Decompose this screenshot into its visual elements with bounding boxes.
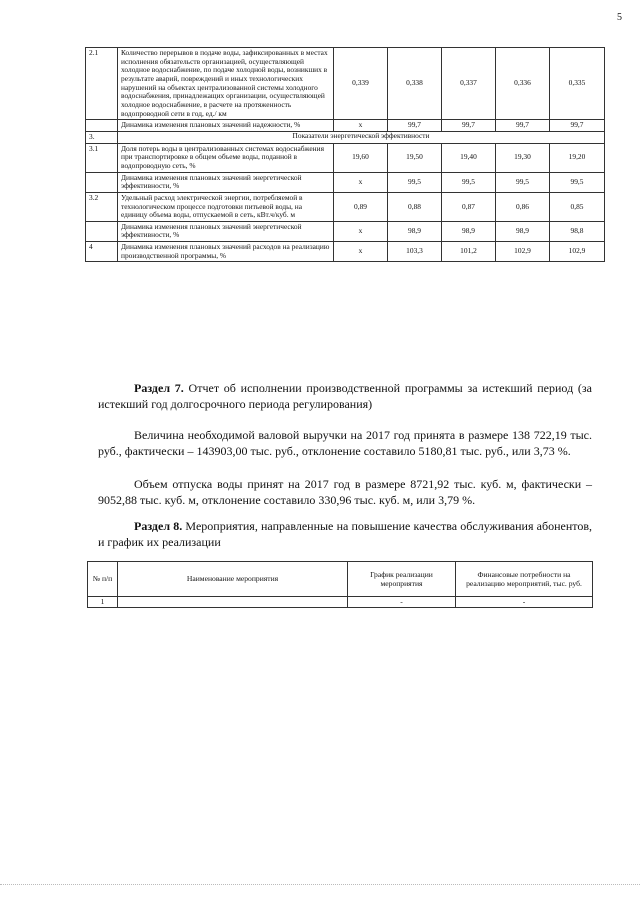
indicator-label: Динамика изменения плановых значений расходов на реализацию производственной программы, % [118,242,334,262]
indicator-value: 0,335 [550,48,605,120]
row-number: 3.1 [86,143,118,172]
table-row [86,120,605,132]
events-cell-num: 1 [88,597,118,608]
row-number: 3.2 [86,192,118,221]
indicator-value: 19,20 [550,143,605,172]
indicator-value: 98,8 [550,221,605,241]
indicator-value: 99,7 [550,120,605,132]
column-header: Наименование мероприятия [118,562,348,597]
indicator-label: Удельный расход электрической энергии, потребляемой в технологическом процессе подготовки питьевой воды, на единицу объема воды, отпускаемой в сеть, кВт.ч/куб. м [118,192,334,221]
column-header: № п/п [88,562,118,597]
indicator-value: 0,336 [496,48,550,120]
indicator-value: 0,85 [550,192,605,221]
indicator-label: Количество перерывов в подаче воды, зафиксированных в местах исполнения обязательств организацией, осуществляющей холодное водоснабжение, по подаче холодной воды, возникших в результате аварий, повреждений и иных технологических нарушений на объектах централизованной системы холодного водоснабжения, принадлежащих организации, осуществляющей холодное водоснабжение, в расчете на протяженность водопроводной сети в год, ед./ км [118,48,334,120]
indicator-value: 98,9 [442,221,496,241]
table-row [86,221,605,241]
indicator-value: 99,7 [388,120,442,132]
section8-heading [98,518,592,551]
indicator-value: 0,86 [496,192,550,221]
indicator-value: 98,9 [388,221,442,241]
indicator-value: 98,9 [496,221,550,241]
indicator-value: 99,5 [388,172,442,192]
indicator-value: 102,9 [550,242,605,262]
page-number: 5 [617,12,622,23]
indicator-value: x [334,221,388,241]
section7-paragraph-revenue: Величина необходимой валовой выручки на 2017 год принята в размере 138 722,19 тыс. руб., фактически – 143903,00 тыс. руб., отклонение составило 5180,81 тыс. руб., или 3,73 %. [98,428,592,459]
indicator-value: 99,5 [496,172,550,192]
row-number [86,120,118,132]
section7-paragraph-volume: Объем отпуска воды принят на 2017 год в размере 8721,92 тыс. куб. м, фактически – 9052,88 тыс. куб. м, отклонение составило 330,96 тыс. куб. м, или 3,79 %. [98,477,592,508]
indicator-value: 19,40 [442,143,496,172]
indicator-value: 19,30 [496,143,550,172]
page-bottom-border [0,884,640,885]
indicator-value: 19,50 [388,143,442,172]
indicator-value: 0,87 [442,192,496,221]
indicator-value: 0,338 [388,48,442,120]
indicator-value: 99,5 [442,172,496,192]
events-cell-name [118,597,348,608]
section8-heading-bold: Раздел 8. [134,519,183,533]
section-title: Показатели энергетической эффективности [118,131,605,143]
row-number [86,172,118,192]
indicator-value: 101,2 [442,242,496,262]
table-row [86,242,605,262]
indicator-value: 102,9 [496,242,550,262]
section7-heading-bold: Раздел 7. [134,381,184,395]
row-number: 4 [86,242,118,262]
events-cell-schedule: - [348,597,456,608]
row-number: 3. [86,131,118,143]
table-row [88,597,593,608]
indicator-label: Доля потерь воды в централизованных системах водоснабжения при транспортировке в общем объеме воды, поданной в водопроводную сеть, % [118,143,334,172]
indicator-value: x [334,242,388,262]
events-cell-finance: - [456,597,593,608]
indicator-value: 0,89 [334,192,388,221]
table-row [86,48,605,120]
table-row [86,192,605,221]
indicator-value: 0,88 [388,192,442,221]
indicator-value: 99,7 [496,120,550,132]
indicator-value: 0,337 [442,48,496,120]
row-number: 2.1 [86,48,118,120]
section7-heading-text: Отчет об исполнении производственной программы за истекший период (за истекший год долгосрочного периода регулирования) [98,381,592,412]
section7-heading [98,380,592,413]
indicator-value: 99,7 [442,120,496,132]
table-row [86,143,605,172]
events-header-row [88,562,593,597]
section8-heading-text: Мероприятия, направленные на повышение качества обслуживания абонентов, и график их реализации [98,519,592,550]
indicator-value: 99,5 [550,172,605,192]
indicators-table [85,47,605,262]
column-header: Финансовые потребности на реализацию мероприятий, тыс. руб. [456,562,593,597]
indicator-value: 19,60 [334,143,388,172]
events-table [87,561,593,608]
indicator-label: Динамика изменения плановых значений энергетической эффективности, % [118,221,334,241]
column-header: График реализации мероприятия [348,562,456,597]
indicator-value: x [334,120,388,132]
row-number [86,221,118,241]
indicator-label: Динамика изменения плановых значений энергетической эффективности, % [118,172,334,192]
indicator-value: 0,339 [334,48,388,120]
indicator-value: 103,3 [388,242,442,262]
table-row [86,131,605,143]
indicator-value: x [334,172,388,192]
table-row [86,172,605,192]
indicator-label: Динамика изменения плановых значений надежности, % [118,120,334,132]
